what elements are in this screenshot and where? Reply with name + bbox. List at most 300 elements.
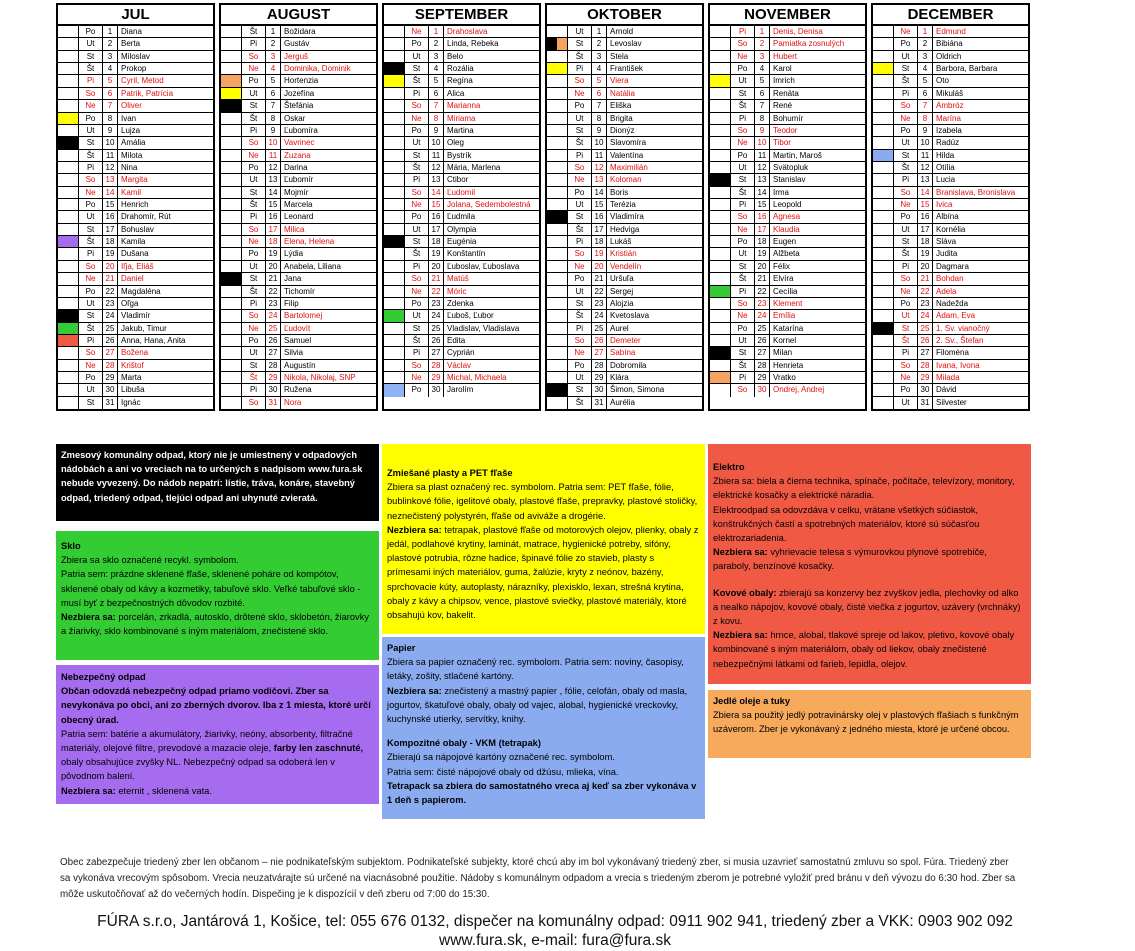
nameday: Lujza bbox=[121, 125, 141, 135]
nameday: Klaudia bbox=[773, 224, 800, 234]
collection-marker bbox=[58, 51, 79, 62]
day-number: 23 bbox=[755, 298, 770, 309]
weekday: So bbox=[731, 384, 755, 396]
collection-marker bbox=[58, 137, 79, 148]
papier-box bbox=[382, 637, 705, 819]
weekday: Pi bbox=[242, 298, 266, 309]
papier-title: Papier bbox=[387, 643, 416, 653]
day-row bbox=[873, 384, 1028, 396]
collection-marker bbox=[58, 187, 79, 198]
weekday: Po bbox=[894, 38, 918, 49]
nebezpecny-text-2c: obaly obsahujúce zvyšky NL. Nebezpečný odpad sa odoberá len v pôvodnom balení. bbox=[61, 757, 335, 782]
day-number: 5 bbox=[592, 75, 607, 86]
collection-marker bbox=[384, 150, 405, 161]
nameday: Filip bbox=[284, 298, 299, 308]
nameday: Silvia bbox=[284, 348, 304, 358]
collection-marker bbox=[221, 261, 242, 272]
oleje-text-1: Zbiera sa použitý jedlý potravinársky olej v plastových fľašiach s funkčným uzáverom. Zber je vykonávaný z jedného miesta, ktoré je určené obcou. bbox=[713, 710, 1019, 735]
sklo-title: Sklo bbox=[61, 541, 81, 551]
weekday: So bbox=[568, 162, 592, 173]
weekday: Št bbox=[242, 372, 266, 383]
nameday: Bohuslav bbox=[121, 224, 154, 234]
weekday: Ut bbox=[242, 261, 266, 272]
weekday: Po bbox=[894, 298, 918, 309]
nameday: Lýdia bbox=[284, 249, 304, 259]
nameday: Bibiána bbox=[936, 39, 963, 49]
collection-marker bbox=[547, 224, 568, 235]
day-row bbox=[710, 384, 865, 396]
day-row bbox=[221, 38, 376, 50]
weekday: Ne bbox=[894, 26, 918, 37]
nameday: Izabela bbox=[936, 125, 962, 135]
day-number: 28 bbox=[592, 360, 607, 371]
weekday: Pi bbox=[242, 38, 266, 49]
day-row bbox=[384, 298, 539, 310]
nameday: Božidara bbox=[284, 27, 316, 36]
nameday: Anna, Hana, Anita bbox=[121, 335, 186, 345]
nameday: Štefánia bbox=[284, 101, 314, 111]
weekday: St bbox=[79, 310, 103, 321]
weekday: Ut bbox=[568, 372, 592, 383]
collection-marker bbox=[58, 88, 79, 99]
collection-marker bbox=[384, 63, 405, 74]
weekday: So bbox=[79, 261, 103, 272]
day-row bbox=[547, 150, 702, 162]
sklo-nezbiera-text: porcelán, zrkadlá, autosklo, drôtené sklo, sklobetón, žiarovky a žiarivky, sklo kombinované s iným materiálom, znečistené sklo. bbox=[61, 612, 370, 637]
collection-marker bbox=[710, 323, 731, 334]
collection-marker bbox=[221, 174, 242, 185]
day-row bbox=[710, 224, 865, 236]
collection-marker bbox=[58, 113, 79, 124]
nameday: Svätopluk bbox=[773, 162, 809, 172]
day-number: 30 bbox=[103, 384, 118, 395]
day-number: 8 bbox=[429, 113, 444, 124]
weekday: Ne bbox=[242, 63, 266, 74]
day-number: 21 bbox=[266, 273, 281, 284]
vkm-title: Kompozitné obaly - VKM (tetrapak) bbox=[387, 738, 541, 749]
nameday: Martina bbox=[447, 125, 474, 135]
collection-marker bbox=[58, 372, 79, 383]
weekday: So bbox=[405, 187, 429, 198]
weekday: Pi bbox=[894, 88, 918, 99]
day-number: 22 bbox=[103, 286, 118, 297]
weekday: Ne bbox=[405, 113, 429, 124]
nameday: Leonard bbox=[284, 212, 314, 222]
nameday: Milica bbox=[284, 224, 305, 234]
day-row bbox=[710, 248, 865, 260]
nameday: Marta bbox=[121, 373, 142, 383]
elektro-text-1: Zbiera sa: biela a čierna technika, spínače, počítače, televízory, monitory, elektrické kosačky a elektrické náradia. bbox=[713, 476, 1015, 501]
elektro-nezbiera-text: vyhrievacie telesa s výmurovkou plynové spotrebiče, paraboly, benzínové kosačky. bbox=[713, 547, 987, 572]
day-number: 25 bbox=[755, 323, 770, 334]
day-row bbox=[873, 323, 1028, 335]
nameday: 2. Sv., Štefan bbox=[936, 335, 984, 345]
weekday: So bbox=[405, 273, 429, 284]
day-row bbox=[221, 372, 376, 384]
collection-marker bbox=[384, 236, 405, 247]
day-number: 23 bbox=[266, 298, 281, 309]
weekday: So bbox=[79, 347, 103, 358]
collection-marker bbox=[710, 174, 731, 185]
nameday: Irma bbox=[773, 187, 789, 197]
elektro-text-2: Elektroodpad sa odovzdáva v celku, vrátane všetkých súčiastok, konštrukčných častí a spotrebných materiálov, ktoré sú súčasťou elektrozariadenia. bbox=[713, 504, 980, 544]
collection-marker bbox=[873, 63, 894, 74]
weekday: So bbox=[242, 51, 266, 62]
weekday: Po bbox=[568, 187, 592, 198]
day-number: 11 bbox=[103, 150, 118, 161]
collection-marker bbox=[221, 113, 242, 124]
weekday: Po bbox=[405, 384, 429, 396]
weekday: Št bbox=[79, 150, 103, 161]
nameday: Regína bbox=[447, 76, 473, 86]
day-row bbox=[384, 236, 539, 248]
weekday: Ne bbox=[894, 199, 918, 210]
weekday: Ne bbox=[79, 360, 103, 371]
day-row bbox=[221, 323, 376, 335]
collection-marker bbox=[221, 236, 242, 247]
day-row bbox=[547, 335, 702, 347]
day-number: 7 bbox=[918, 100, 933, 111]
month-title: SEPTEMBER bbox=[384, 5, 539, 26]
sklo-nezbiera-label: Nezbiera sa: bbox=[61, 612, 116, 623]
day-row bbox=[58, 75, 213, 87]
nameday: Terézia bbox=[610, 200, 636, 210]
nameday: Zuzana bbox=[284, 150, 311, 160]
collection-marker bbox=[384, 211, 405, 222]
weekday: Pi bbox=[731, 372, 755, 383]
nameday: Ctibor bbox=[447, 175, 469, 185]
weekday: Št bbox=[894, 335, 918, 346]
day-row bbox=[710, 298, 865, 310]
day-number: 7 bbox=[592, 100, 607, 111]
day-row bbox=[547, 286, 702, 298]
collection-marker bbox=[58, 26, 79, 37]
weekday: Po bbox=[242, 75, 266, 86]
day-number: 30 bbox=[918, 384, 933, 395]
nameday: Henrich bbox=[121, 200, 149, 210]
weekday: Pi bbox=[405, 261, 429, 272]
day-row bbox=[547, 51, 702, 63]
day-number: 22 bbox=[592, 286, 607, 297]
weekday: So bbox=[242, 224, 266, 235]
day-row bbox=[221, 51, 376, 63]
collection-marker bbox=[873, 224, 894, 235]
papier-nezbiera-text: znečistený a mastný papier , fólie, celofán, obaly od masla, jogurtov, škatuľové obaly, obaly od vajec, alobal, hygienické vreckovky, kuchynské utierky, servítky, knihy. bbox=[387, 685, 688, 725]
weekday: So bbox=[242, 137, 266, 148]
collection-marker bbox=[873, 51, 894, 62]
collection-marker bbox=[547, 372, 568, 383]
nameday: Cecília bbox=[773, 286, 798, 296]
nameday: Eugénia bbox=[447, 237, 477, 247]
nameday: Eugen bbox=[773, 237, 797, 247]
nameday: Konštantín bbox=[447, 249, 486, 259]
weekday: So bbox=[568, 248, 592, 259]
day-number: 28 bbox=[755, 360, 770, 371]
day-number: 14 bbox=[266, 187, 281, 198]
day-row bbox=[384, 51, 539, 63]
day-row bbox=[873, 137, 1028, 149]
day-number: 29 bbox=[429, 372, 444, 383]
weekday: Po bbox=[894, 211, 918, 222]
nameday: Henrieta bbox=[773, 360, 804, 370]
day-number: 17 bbox=[266, 224, 281, 235]
nameday: Krištof bbox=[121, 360, 144, 370]
kov-nezbiera-label: Nezbiera sa: bbox=[713, 630, 768, 641]
vkm-text-1: Zbierajú sa nápojové kartóny označené rec. symbolom. bbox=[387, 752, 615, 763]
day-number: 1 bbox=[266, 26, 281, 37]
collection-marker bbox=[58, 248, 79, 259]
nameday: Teodor bbox=[773, 125, 798, 135]
collection-marker bbox=[710, 100, 731, 111]
day-row bbox=[547, 298, 702, 310]
nameday: Félix bbox=[773, 261, 790, 271]
nameday: Anabela, Liliana bbox=[284, 261, 341, 271]
day-row bbox=[710, 150, 865, 162]
day-row bbox=[58, 323, 213, 335]
collection-marker bbox=[221, 310, 242, 321]
day-number: 18 bbox=[592, 236, 607, 247]
nebezpecny-box bbox=[56, 665, 379, 804]
day-row bbox=[873, 335, 1028, 347]
day-number: 21 bbox=[103, 273, 118, 284]
nameday: Gustáv bbox=[284, 39, 310, 49]
weekday: Pi bbox=[242, 125, 266, 136]
weekday: St bbox=[894, 236, 918, 247]
nameday: Iľja, Eliáš bbox=[121, 261, 154, 271]
day-number: 20 bbox=[266, 261, 281, 272]
weekday: Ne bbox=[731, 310, 755, 321]
day-number: 3 bbox=[266, 51, 281, 62]
collection-marker bbox=[58, 211, 79, 222]
collection-marker bbox=[58, 286, 79, 297]
day-row bbox=[58, 261, 213, 273]
collection-marker bbox=[873, 137, 894, 148]
nameday: Renáta bbox=[773, 88, 799, 98]
day-row bbox=[221, 63, 376, 75]
day-number: 2 bbox=[266, 38, 281, 49]
collection-marker bbox=[58, 100, 79, 111]
weekday: Pi bbox=[568, 236, 592, 247]
nameday: Ivica bbox=[936, 200, 953, 210]
nameday: Božena bbox=[121, 348, 149, 358]
collection-marker bbox=[221, 162, 242, 173]
nameday: Vladislav, Vladislava bbox=[447, 323, 520, 333]
nameday: Bartolomej bbox=[284, 311, 323, 321]
day-number: 8 bbox=[592, 113, 607, 124]
weekday: Pi bbox=[894, 261, 918, 272]
day-number: 1 bbox=[592, 26, 607, 37]
day-number: 18 bbox=[755, 236, 770, 247]
collection-marker bbox=[58, 310, 79, 321]
collection-marker bbox=[547, 236, 568, 247]
collection-marker bbox=[873, 150, 894, 161]
day-row bbox=[710, 38, 865, 50]
day-number: 31 bbox=[918, 397, 933, 409]
oleje-box bbox=[708, 690, 1031, 758]
nameday: Edita bbox=[447, 335, 466, 345]
nameday: Dobromila bbox=[610, 360, 647, 370]
day-number: 19 bbox=[103, 248, 118, 259]
weekday: Po bbox=[894, 384, 918, 395]
collection-marker bbox=[547, 125, 568, 136]
day-number: 25 bbox=[103, 323, 118, 334]
day-row bbox=[710, 174, 865, 186]
nameday: Brigita bbox=[610, 113, 633, 123]
day-number: 24 bbox=[918, 310, 933, 321]
day-row bbox=[547, 347, 702, 359]
collection-marker bbox=[384, 384, 405, 396]
day-row bbox=[873, 26, 1028, 38]
day-number: 7 bbox=[755, 100, 770, 111]
nameday: Stanislav bbox=[773, 175, 806, 185]
month-title: AUGUST bbox=[221, 5, 376, 26]
weekday: Po bbox=[242, 335, 266, 346]
day-row bbox=[58, 51, 213, 63]
nameday: Agnesa bbox=[773, 212, 801, 222]
day-row bbox=[873, 187, 1028, 199]
nameday: Magdaléna bbox=[121, 286, 161, 296]
day-row bbox=[873, 286, 1028, 298]
nameday: Oskar bbox=[284, 113, 306, 123]
weekday: Ut bbox=[405, 51, 429, 62]
nameday: Vladimír bbox=[121, 311, 151, 321]
nameday: Hedviga bbox=[610, 224, 640, 234]
day-row bbox=[58, 384, 213, 396]
day-row bbox=[221, 397, 376, 409]
weekday: So bbox=[894, 273, 918, 284]
nameday: Kristián bbox=[610, 249, 637, 259]
collection-marker bbox=[710, 211, 731, 222]
weekday: Po bbox=[568, 360, 592, 371]
day-row bbox=[58, 137, 213, 149]
day-row bbox=[384, 137, 539, 149]
collection-marker bbox=[221, 88, 242, 99]
day-number: 5 bbox=[103, 75, 118, 86]
day-number: 15 bbox=[918, 199, 933, 210]
nameday: Katarína bbox=[773, 323, 804, 333]
weekday: St bbox=[242, 187, 266, 198]
day-number: 24 bbox=[429, 310, 444, 321]
month-oktober bbox=[545, 3, 704, 411]
weekday: So bbox=[405, 100, 429, 111]
kov-title: Kovové obaly: bbox=[713, 587, 777, 598]
weekday: So bbox=[405, 360, 429, 371]
nameday: Oto bbox=[936, 76, 949, 86]
sklo-text-2: Patria sem: prázdne sklenené fľaše, sklenené poháre od kompótov, sklenené obaly od kávy a kozmetiky, tabuľové sklo. Veľké tabuľové sklo - musí byť z bezpečnostných dôvodov rozbité. bbox=[61, 569, 361, 608]
weekday: St bbox=[79, 137, 103, 148]
collection-marker bbox=[873, 162, 894, 173]
day-number: 13 bbox=[755, 174, 770, 185]
collection-marker bbox=[710, 113, 731, 124]
collection-marker bbox=[710, 162, 731, 173]
day-row bbox=[547, 187, 702, 199]
day-row bbox=[221, 150, 376, 162]
weekday: Po bbox=[731, 150, 755, 161]
day-number: 7 bbox=[103, 100, 118, 111]
collection-marker bbox=[710, 88, 731, 99]
vkm-text-2: Patria sem: čisté nápojové obaly od džúsu, mlieka, vína. bbox=[387, 766, 619, 777]
day-number: 31 bbox=[592, 397, 607, 409]
nameday: Judita bbox=[936, 249, 958, 259]
weekday: St bbox=[568, 125, 592, 136]
weekday: Pi bbox=[405, 174, 429, 185]
weekday: So bbox=[79, 88, 103, 99]
nameday: Cyril, Metod bbox=[121, 76, 164, 86]
nameday: Klement bbox=[773, 298, 803, 308]
collection-marker bbox=[221, 286, 242, 297]
nameday: Kamil bbox=[121, 187, 142, 197]
nameday: Linda, Rebeka bbox=[447, 39, 499, 49]
footer-note: Obec zabezpečuje triedený zber len občanom – nie podnikateľským subjektom. Podnikateľské subjekty, ktoré chcú aby im bol vykonávaný triedený zber, si musia uzavrieť samostatnú zmluvu so spol. Fúra. Triedený zber sa vykonáva vrecovým spôsobom. Vrecia neuzatvárajte sú určené na viacnásobné použitie. Nádoby s komunálnym odpadom a vrecia s triedeným zberom je potrebné vyložiť pred bránu v deň vývozu do 6:30 hod. Zber sa môže uskutočňovať až do večerných hodín. Dispečing je k dispozícií v deň zberu od 7:00 do 15:30. bbox=[60, 857, 1016, 900]
collection-marker bbox=[873, 211, 894, 222]
nameday: Milada bbox=[936, 373, 960, 383]
collection-marker bbox=[547, 298, 568, 309]
nameday: Viera bbox=[610, 76, 629, 86]
weekday: Št bbox=[405, 162, 429, 173]
collection-marker bbox=[710, 137, 731, 148]
day-number: 9 bbox=[592, 125, 607, 136]
day-row bbox=[547, 38, 702, 50]
day-row bbox=[58, 273, 213, 285]
nameday: Ivana, Ivona bbox=[936, 360, 980, 370]
nameday: Ľudovít bbox=[284, 323, 311, 333]
nameday: Uršuľa bbox=[610, 274, 634, 284]
day-number: 12 bbox=[429, 162, 444, 173]
nameday: Oldrich bbox=[936, 51, 962, 61]
day-row bbox=[873, 273, 1028, 285]
day-row bbox=[384, 75, 539, 87]
collection-marker bbox=[384, 100, 405, 111]
collection-marker bbox=[58, 347, 79, 358]
day-number: 15 bbox=[592, 199, 607, 210]
day-row bbox=[384, 248, 539, 260]
day-row bbox=[384, 38, 539, 50]
day-row bbox=[547, 199, 702, 211]
weekday: St bbox=[79, 397, 103, 409]
nameday: Ľuboslav, Ľuboslava bbox=[447, 261, 520, 271]
day-number: 15 bbox=[429, 199, 444, 210]
weekday: Št bbox=[568, 397, 592, 409]
nameday: Imrich bbox=[773, 76, 795, 86]
weekday: Po bbox=[568, 100, 592, 111]
nameday: Filoména bbox=[936, 348, 969, 358]
weekday: Ne bbox=[405, 199, 429, 210]
day-row bbox=[384, 224, 539, 236]
nebezpecny-title: Nebezpečný odpad bbox=[61, 672, 146, 682]
day-number: 6 bbox=[592, 88, 607, 99]
weekday: Št bbox=[894, 162, 918, 173]
nameday: Vladimíra bbox=[610, 212, 644, 222]
collection-marker bbox=[221, 211, 242, 222]
day-row bbox=[221, 224, 376, 236]
day-number: 3 bbox=[103, 51, 118, 62]
weekday: St bbox=[894, 323, 918, 334]
day-row bbox=[221, 248, 376, 260]
weekday: Ne bbox=[731, 51, 755, 62]
collection-marker bbox=[710, 261, 731, 272]
collection-marker bbox=[221, 298, 242, 309]
collection-marker bbox=[547, 384, 568, 395]
day-number: 6 bbox=[103, 88, 118, 99]
day-row bbox=[547, 211, 702, 223]
day-number: 22 bbox=[429, 286, 444, 297]
nameday: Drahoslava bbox=[447, 27, 488, 36]
nameday: Hilda bbox=[936, 150, 955, 160]
day-number: 27 bbox=[103, 347, 118, 358]
day-number: 23 bbox=[103, 298, 118, 309]
day-number: 13 bbox=[266, 174, 281, 185]
weekday: Ut bbox=[894, 224, 918, 235]
